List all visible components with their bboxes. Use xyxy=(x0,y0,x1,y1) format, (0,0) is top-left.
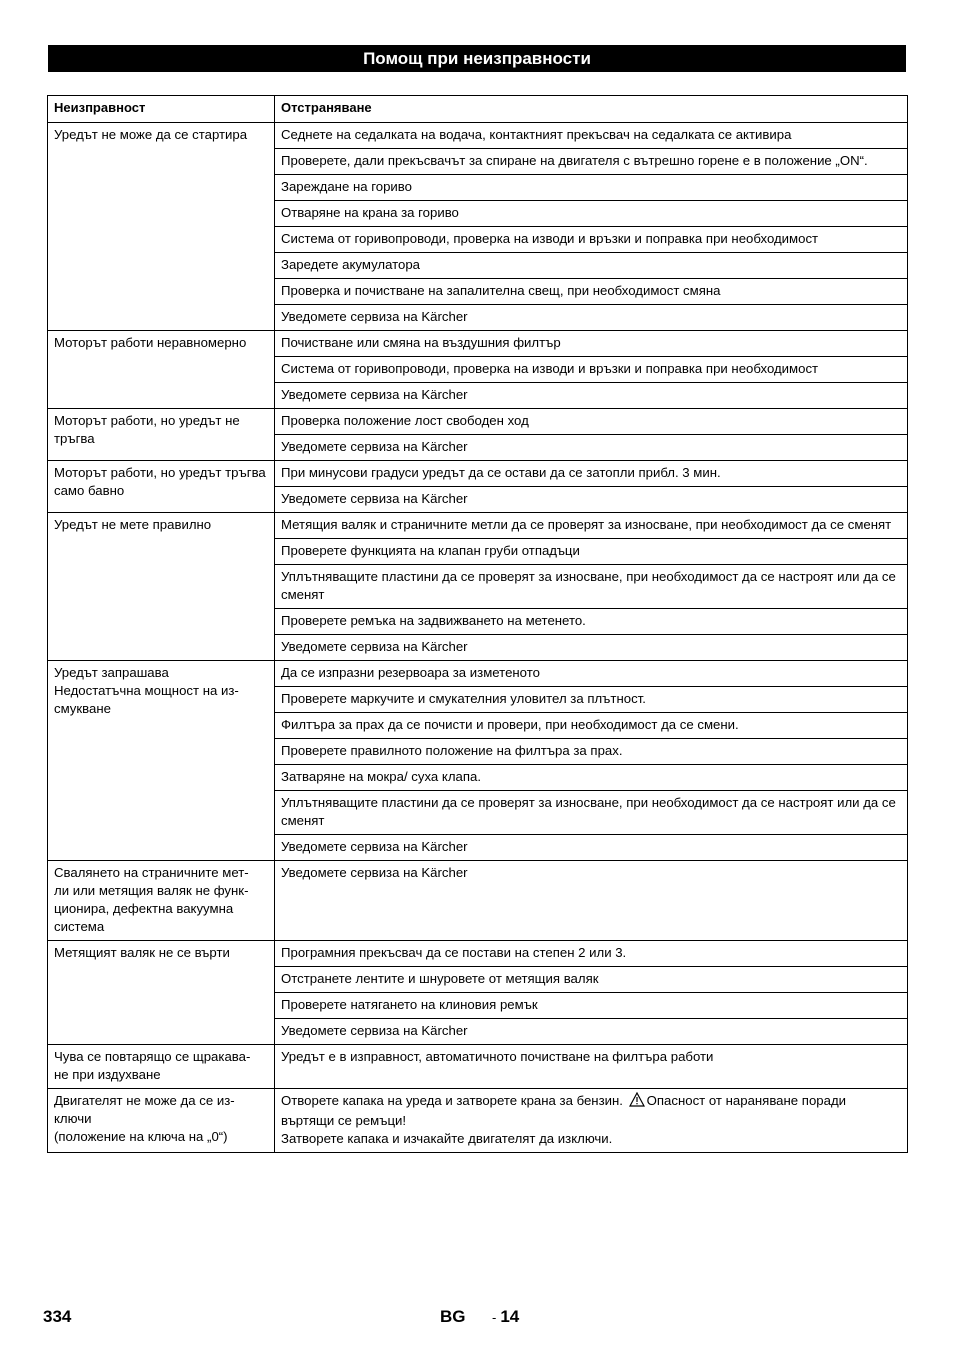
table-row xyxy=(48,331,908,357)
table-row xyxy=(48,409,908,435)
remedy-cell: Проверете, дали прекъсвачът за спиране на двигателя с вътрешно горене е в положение „ON“. xyxy=(275,149,908,175)
fault-cell: Свалянето на страничните мет- ли или метящия валяк не функ- ционира, дефектна вакуумна система xyxy=(48,861,275,941)
fault-cell: Метящият валяк не се върти xyxy=(48,941,275,1045)
remedy-cell: Проверете маркучите и смукателния уловител за плътност. xyxy=(275,687,908,713)
remedy-cell: Филтъра за прах да се почисти и провери, при необходимост да се смени. xyxy=(275,713,908,739)
remedy-cell: Проверка и почистване на запалителна свещ, при необходимост смяна xyxy=(275,279,908,305)
remedy-cell: Система от горивопроводи, проверка на изводи и връзки и поправка при необходимост xyxy=(275,357,908,383)
header-fault: Неизправност xyxy=(48,96,275,123)
remedy-cell: Заредете акумулатора xyxy=(275,253,908,279)
remedy-cell: Уведомете сервиза на Kärcher xyxy=(275,1019,908,1045)
table-row xyxy=(48,513,908,539)
remedy-cell xyxy=(275,1089,908,1153)
warning-text: Опасност от нараняване поради въртящи се ремъци! xyxy=(281,1093,847,1128)
remedy-cell: Уплътняващите пластини да се проверят за износване, при необходимост да се настроят или да се сменят xyxy=(275,791,908,835)
fault-cell: Уредът запрашава Недостатъчна мощност на из- смукване xyxy=(48,661,275,861)
remedy-cell: Уведомете сервиза на Kärcher xyxy=(275,435,908,461)
remedy-cell: Програмния прекъсвач да се постави на степен 2 или 3. xyxy=(275,941,908,967)
remedy-cell: Затваряне на мокра/ суха клапа. xyxy=(275,765,908,791)
table-row xyxy=(48,941,908,967)
table-row xyxy=(48,461,908,487)
table-row xyxy=(48,1045,908,1089)
remedy-cell: Отваряне на крана за гориво xyxy=(275,201,908,227)
table-body xyxy=(48,123,908,1153)
remedy-cell: Уведомете сервиза на Kärcher xyxy=(275,305,908,331)
fault-cell: Уредът не може да се стартира xyxy=(48,123,275,331)
section-page-number: 14 xyxy=(500,1307,520,1326)
table-row xyxy=(48,661,908,687)
fault-cell: Моторът работи неравномерно xyxy=(48,331,275,409)
remedy-cell: Зареждане на гориво xyxy=(275,175,908,201)
remedy-cell: Проверка положение лост свободен ход xyxy=(275,409,908,435)
remedy-tail: Затворете капака и изчакайте двигателят да изключи. xyxy=(281,1131,613,1146)
remedy-cell: Система от горивопроводи, проверка на изводи и връзки и поправка при необходимост xyxy=(275,227,908,253)
warning-triangle-icon xyxy=(629,1092,645,1112)
remedy-cell: Уведомете сервиза на Kärcher xyxy=(275,835,908,861)
page-title: Помощ при неизправности xyxy=(48,45,906,72)
remedy-cell: Проверете натягането на клиновия ремък xyxy=(275,993,908,1019)
remedy-cell: Уведомете сервиза на Kärcher xyxy=(275,635,908,661)
table-row xyxy=(48,1089,908,1153)
page-number: 334 xyxy=(43,1307,72,1326)
fault-cell: Чува се повтарящо се щракава- не при издухване xyxy=(48,1045,275,1089)
table-header-row xyxy=(48,96,908,123)
troubleshooting-table xyxy=(47,95,908,1153)
remedy-cell: Уведомете сервиза на Kärcher xyxy=(275,861,908,941)
remedy-text: Отворете капака на уреда и затворете крана за бензин. xyxy=(281,1093,623,1108)
fault-cell: Моторът работи, но уредът тръгва само бавно xyxy=(48,461,275,513)
language-code: BG xyxy=(440,1307,466,1326)
remedy-cell: Проверете функцията на клапан груби отпадъци xyxy=(275,539,908,565)
remedy-cell: При минусови градуси уредът да се остави да се затопли прибл. 3 мин. xyxy=(275,461,908,487)
remedy-cell: Седнете на седалката на водача, контактният прекъсвач на седалката се активира xyxy=(275,123,908,149)
remedy-cell: Уведомете сервиза на Kärcher xyxy=(275,383,908,409)
remedy-cell: Отстранете лентите и шнуровете от метящия валяк xyxy=(275,967,908,993)
section-page xyxy=(492,1307,519,1327)
remedy-cell: Проверете правилното положение на филтъра за прах. xyxy=(275,739,908,765)
page-dash: - xyxy=(492,1310,497,1325)
table-row xyxy=(48,861,908,941)
remedy-cell: Уведомете сервиза на Kärcher xyxy=(275,487,908,513)
remedy-cell: Да се изпразни резервоара за изметеното xyxy=(275,661,908,687)
fault-cell: Моторът работи, но уредът не тръгва xyxy=(48,409,275,461)
header-remedy: Отстраняване xyxy=(275,96,908,123)
remedy-cell: Проверете ремъка на задвижването на метенето. xyxy=(275,609,908,635)
fault-cell: Уредът не мете правилно xyxy=(48,513,275,661)
fault-cell: Двигателят не може да се из- ключи (положение на ключа на „0“) xyxy=(48,1089,275,1153)
remedy-cell: Уредът е в изправност, автоматичното почистване на филтъра работи xyxy=(275,1045,908,1089)
table-row xyxy=(48,123,908,149)
remedy-cell: Метящия валяк и страничните метли да се проверят за износване, при необходимост да се сменят xyxy=(275,513,908,539)
remedy-cell: Почистване или смяна на въздушния филтър xyxy=(275,331,908,357)
remedy-cell: Уплътняващите пластини да се проверят за износване, при необходимост да се настроят или да се сменят xyxy=(275,565,908,609)
